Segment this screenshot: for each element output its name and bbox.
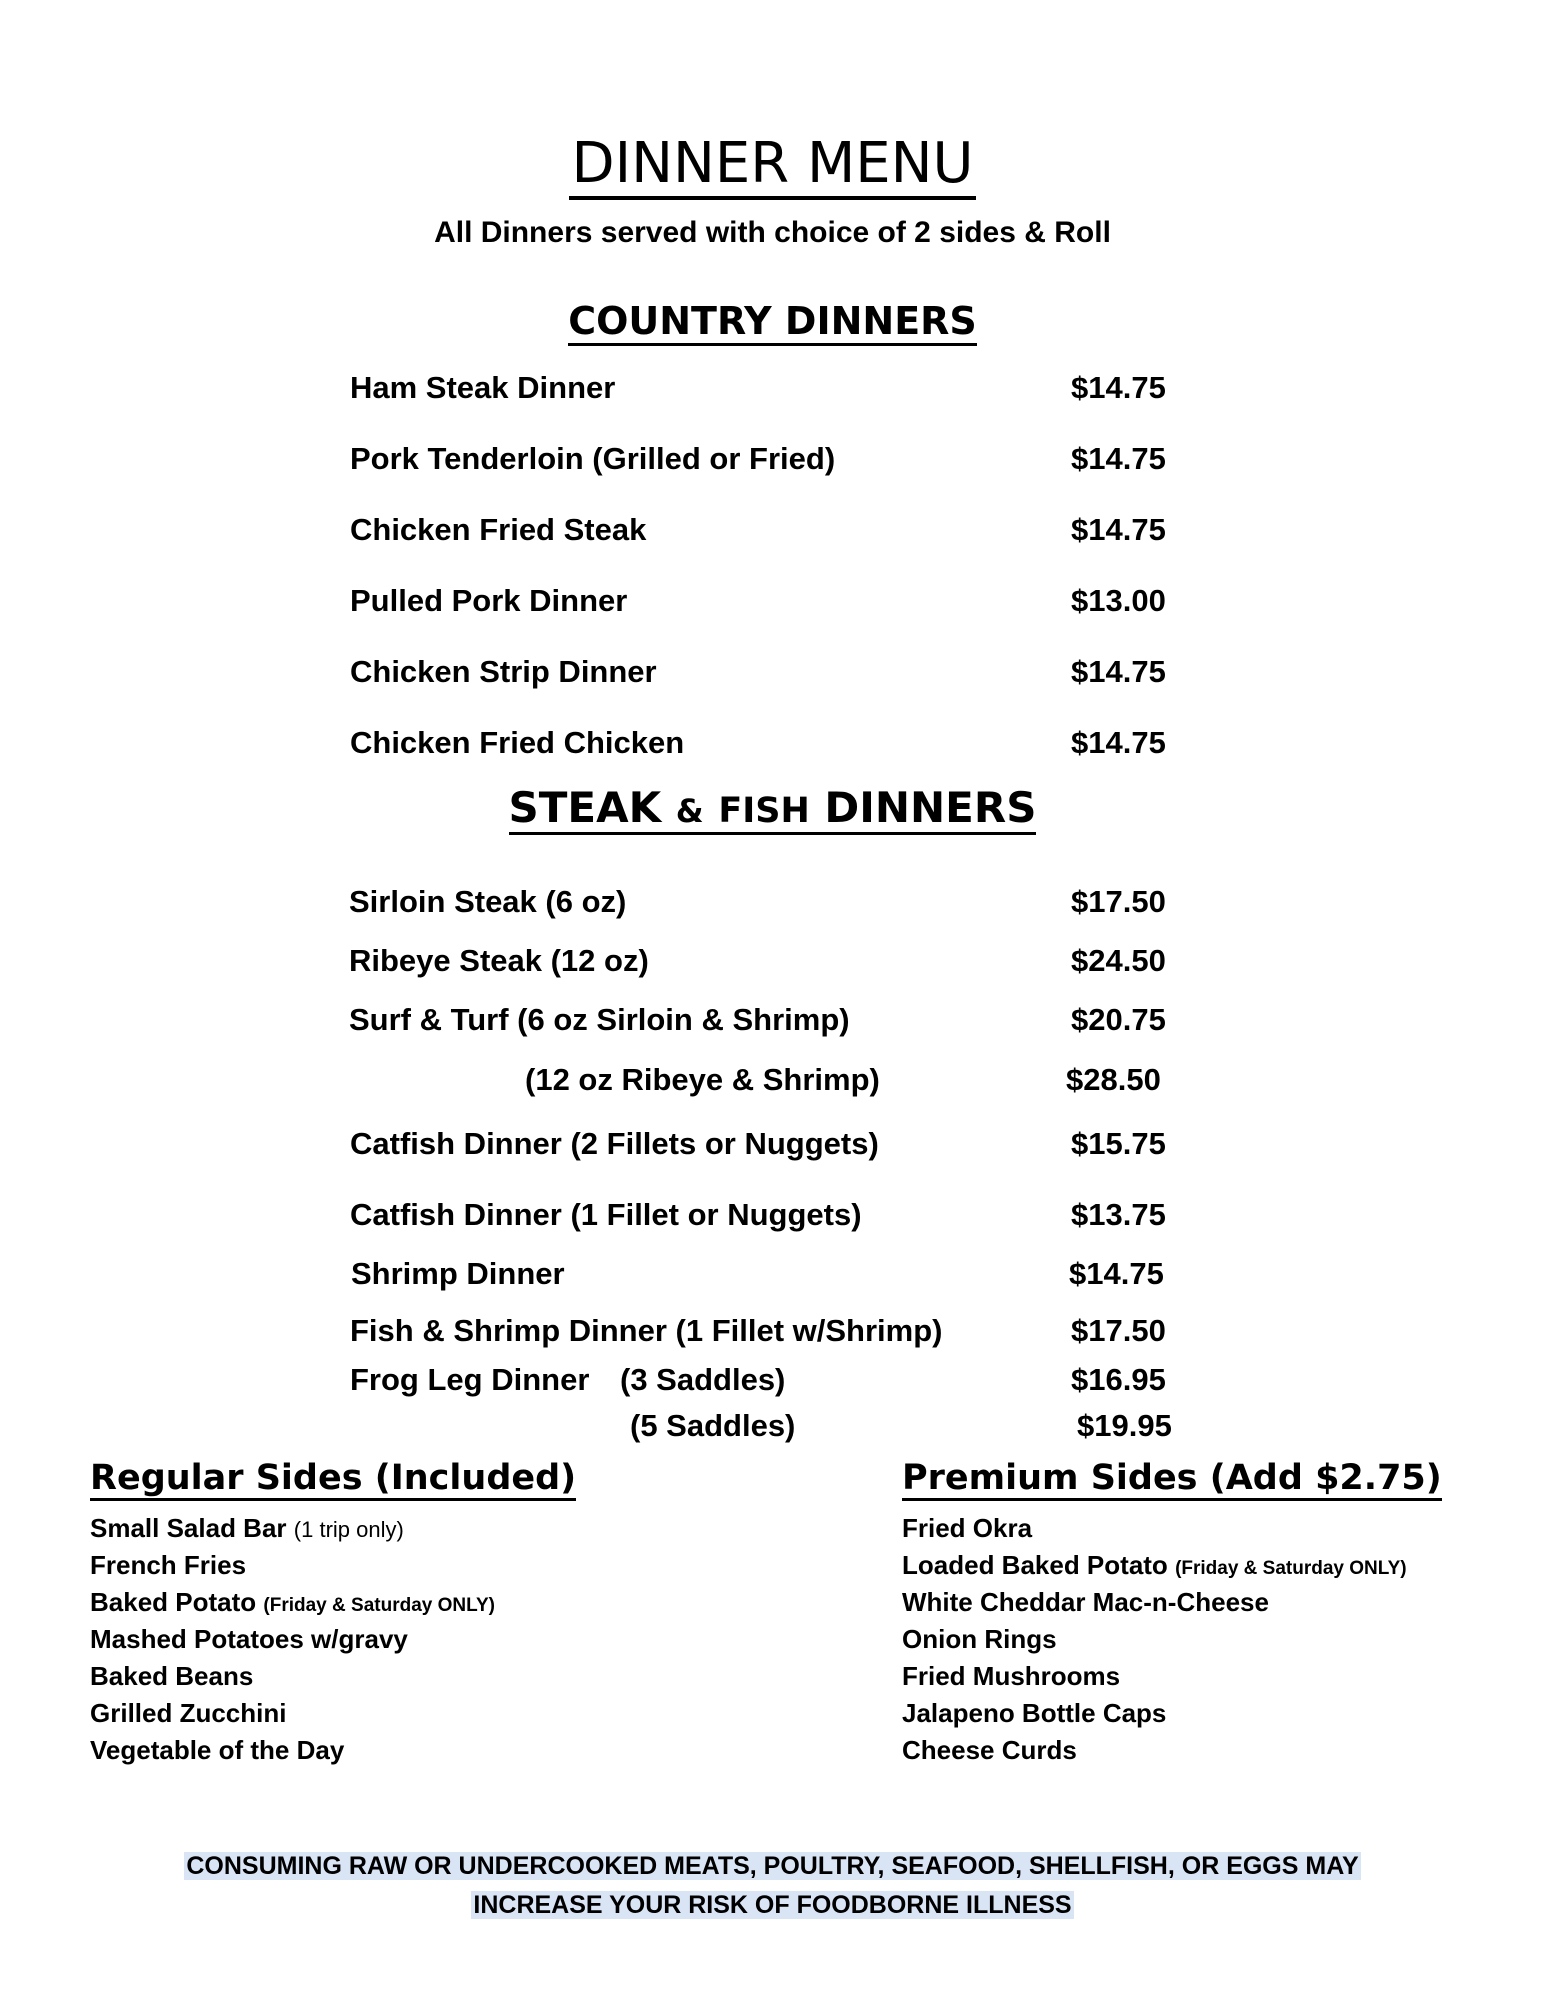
menu-item-price: $17.50 [1071, 884, 1166, 919]
regular-sides-heading-text: Regular Sides (Included) [90, 1458, 576, 1501]
menu-item-name: Ham Steak Dinner [350, 370, 616, 405]
menu-item-price: $14.75 [1071, 512, 1166, 547]
foodborne-warning-line1-text: CONSUMING RAW OR UNDERCOOKED MEATS, POULTRY, SEAFOOD, SHELLFISH, OR EGGS MAY [186, 1852, 1359, 1880]
menu-item-name: Pulled Pork Dinner [350, 583, 628, 618]
foodborne-warning-line2-text: INCREASE YOUR RISK OF FOODBORNE ILLNESS [473, 1891, 1072, 1919]
page-subtitle: All Dinners served with choice of 2 sides & Roll [434, 216, 1111, 249]
side-item [902, 1658, 1120, 1694]
steak-fish-heading-b: FISH [718, 791, 810, 831]
page-title-text: DINNER MENU [569, 131, 975, 200]
menu-item-price: $16.95 [1071, 1362, 1166, 1397]
steak-fish-heading-amp: & [675, 792, 704, 830]
side-item-name: Baked Potato [90, 1587, 257, 1617]
side-item-name: Vegetable of the Day [90, 1735, 345, 1765]
side-item-name: Jalapeno Bottle Caps [902, 1698, 1167, 1728]
side-item-name: White Cheddar Mac-n-Cheese [902, 1587, 1269, 1617]
side-item [90, 1658, 253, 1694]
foodborne-warning-line1 [0, 1847, 1545, 1885]
premium-sides-heading [902, 1458, 1442, 1498]
side-item-name: Fried Okra [902, 1513, 1033, 1543]
side-item-name: Baked Beans [90, 1661, 254, 1691]
menu-item-option: (3 Saddles) [620, 1362, 786, 1397]
menu-item-price: $14.75 [1071, 725, 1166, 760]
menu-item-price: $15.75 [1071, 1126, 1166, 1161]
country-dinners-heading-text: COUNTRY DINNERS [568, 299, 977, 346]
menu-item-name: Chicken Fried Steak [350, 512, 647, 547]
regular-sides-heading [90, 1458, 576, 1498]
side-item-note: (Friday & Saturday ONLY) [263, 1595, 495, 1616]
menu-item-price: $14.75 [1071, 441, 1166, 476]
side-item-name: Onion Rings [902, 1624, 1057, 1654]
menu-item-name: Surf & Turf (6 oz Sirloin & Shrimp) [349, 1002, 850, 1037]
menu-item-price: $13.00 [1071, 583, 1166, 618]
menu-item-price: $24.50 [1071, 943, 1166, 978]
menu-item-price: $13.75 [1071, 1197, 1166, 1232]
menu-item-name: Catfish Dinner (1 Fillet or Nuggets) [350, 1197, 862, 1232]
menu-item-price: $28.50 [1066, 1062, 1161, 1097]
menu-item-name: (12 oz Ribeye & Shrimp) [525, 1062, 880, 1097]
menu-item-name: Shrimp Dinner [351, 1256, 565, 1291]
side-item [902, 1547, 1407, 1587]
menu-item-name: (5 Saddles) [630, 1408, 796, 1443]
side-item [90, 1547, 246, 1583]
side-item-name: Mashed Potatoes w/gravy [90, 1624, 408, 1654]
side-item [90, 1621, 408, 1657]
side-item-name: Cheese Curds [902, 1735, 1077, 1765]
side-item-name: Grilled Zucchini [90, 1698, 287, 1728]
steak-fish-heading-a: STEAK [509, 783, 662, 835]
foodborne-warning-line2 [0, 1886, 1545, 1924]
side-item [902, 1584, 1269, 1620]
side-item-name: Fried Mushrooms [902, 1661, 1121, 1691]
menu-item-name: Ribeye Steak (12 oz) [349, 943, 649, 978]
menu-item-name: Chicken Strip Dinner [350, 654, 657, 689]
menu-item-name: Pork Tenderloin (Grilled or Fried) [350, 441, 836, 476]
side-item [902, 1695, 1166, 1731]
menu-item-name: Frog Leg Dinner [350, 1362, 590, 1397]
steak-fish-heading-c: DINNERS [824, 783, 1037, 832]
menu-item-price: $20.75 [1071, 1002, 1166, 1037]
premium-sides-heading-text: Premium Sides (Add $2.75) [902, 1458, 1442, 1501]
steak-fish-heading [0, 783, 1545, 836]
side-item-name: Loaded Baked Potato [902, 1550, 1168, 1580]
page-title [0, 128, 1545, 200]
side-item-note: (Friday & Saturday ONLY) [1175, 1558, 1407, 1579]
menu-item-name: Fish & Shrimp Dinner (1 Fillet w/Shrimp) [350, 1313, 943, 1348]
side-item [90, 1584, 495, 1624]
side-item [90, 1510, 404, 1548]
menu-item-name: Sirloin Steak (6 oz) [349, 884, 627, 919]
country-dinners-heading [0, 296, 1545, 346]
side-item [902, 1621, 1057, 1657]
side-item [90, 1732, 344, 1768]
side-item-note: (1 trip only) [293, 1517, 404, 1542]
menu-item-price: $17.50 [1071, 1313, 1166, 1348]
side-item-name: French Fries [90, 1550, 247, 1580]
side-item [902, 1510, 1032, 1546]
side-item-name: Small Salad Bar [90, 1513, 287, 1543]
menu-item-price: $19.95 [1077, 1408, 1172, 1443]
menu-item-price: $14.75 [1071, 654, 1166, 689]
side-item [90, 1695, 286, 1731]
side-item [902, 1732, 1077, 1768]
menu-item-price: $14.75 [1069, 1256, 1164, 1291]
menu-item-name: Chicken Fried Chicken [350, 725, 685, 760]
menu-item-name: Catfish Dinner (2 Fillets or Nuggets) [350, 1126, 879, 1161]
menu-item-price: $14.75 [1071, 370, 1166, 405]
